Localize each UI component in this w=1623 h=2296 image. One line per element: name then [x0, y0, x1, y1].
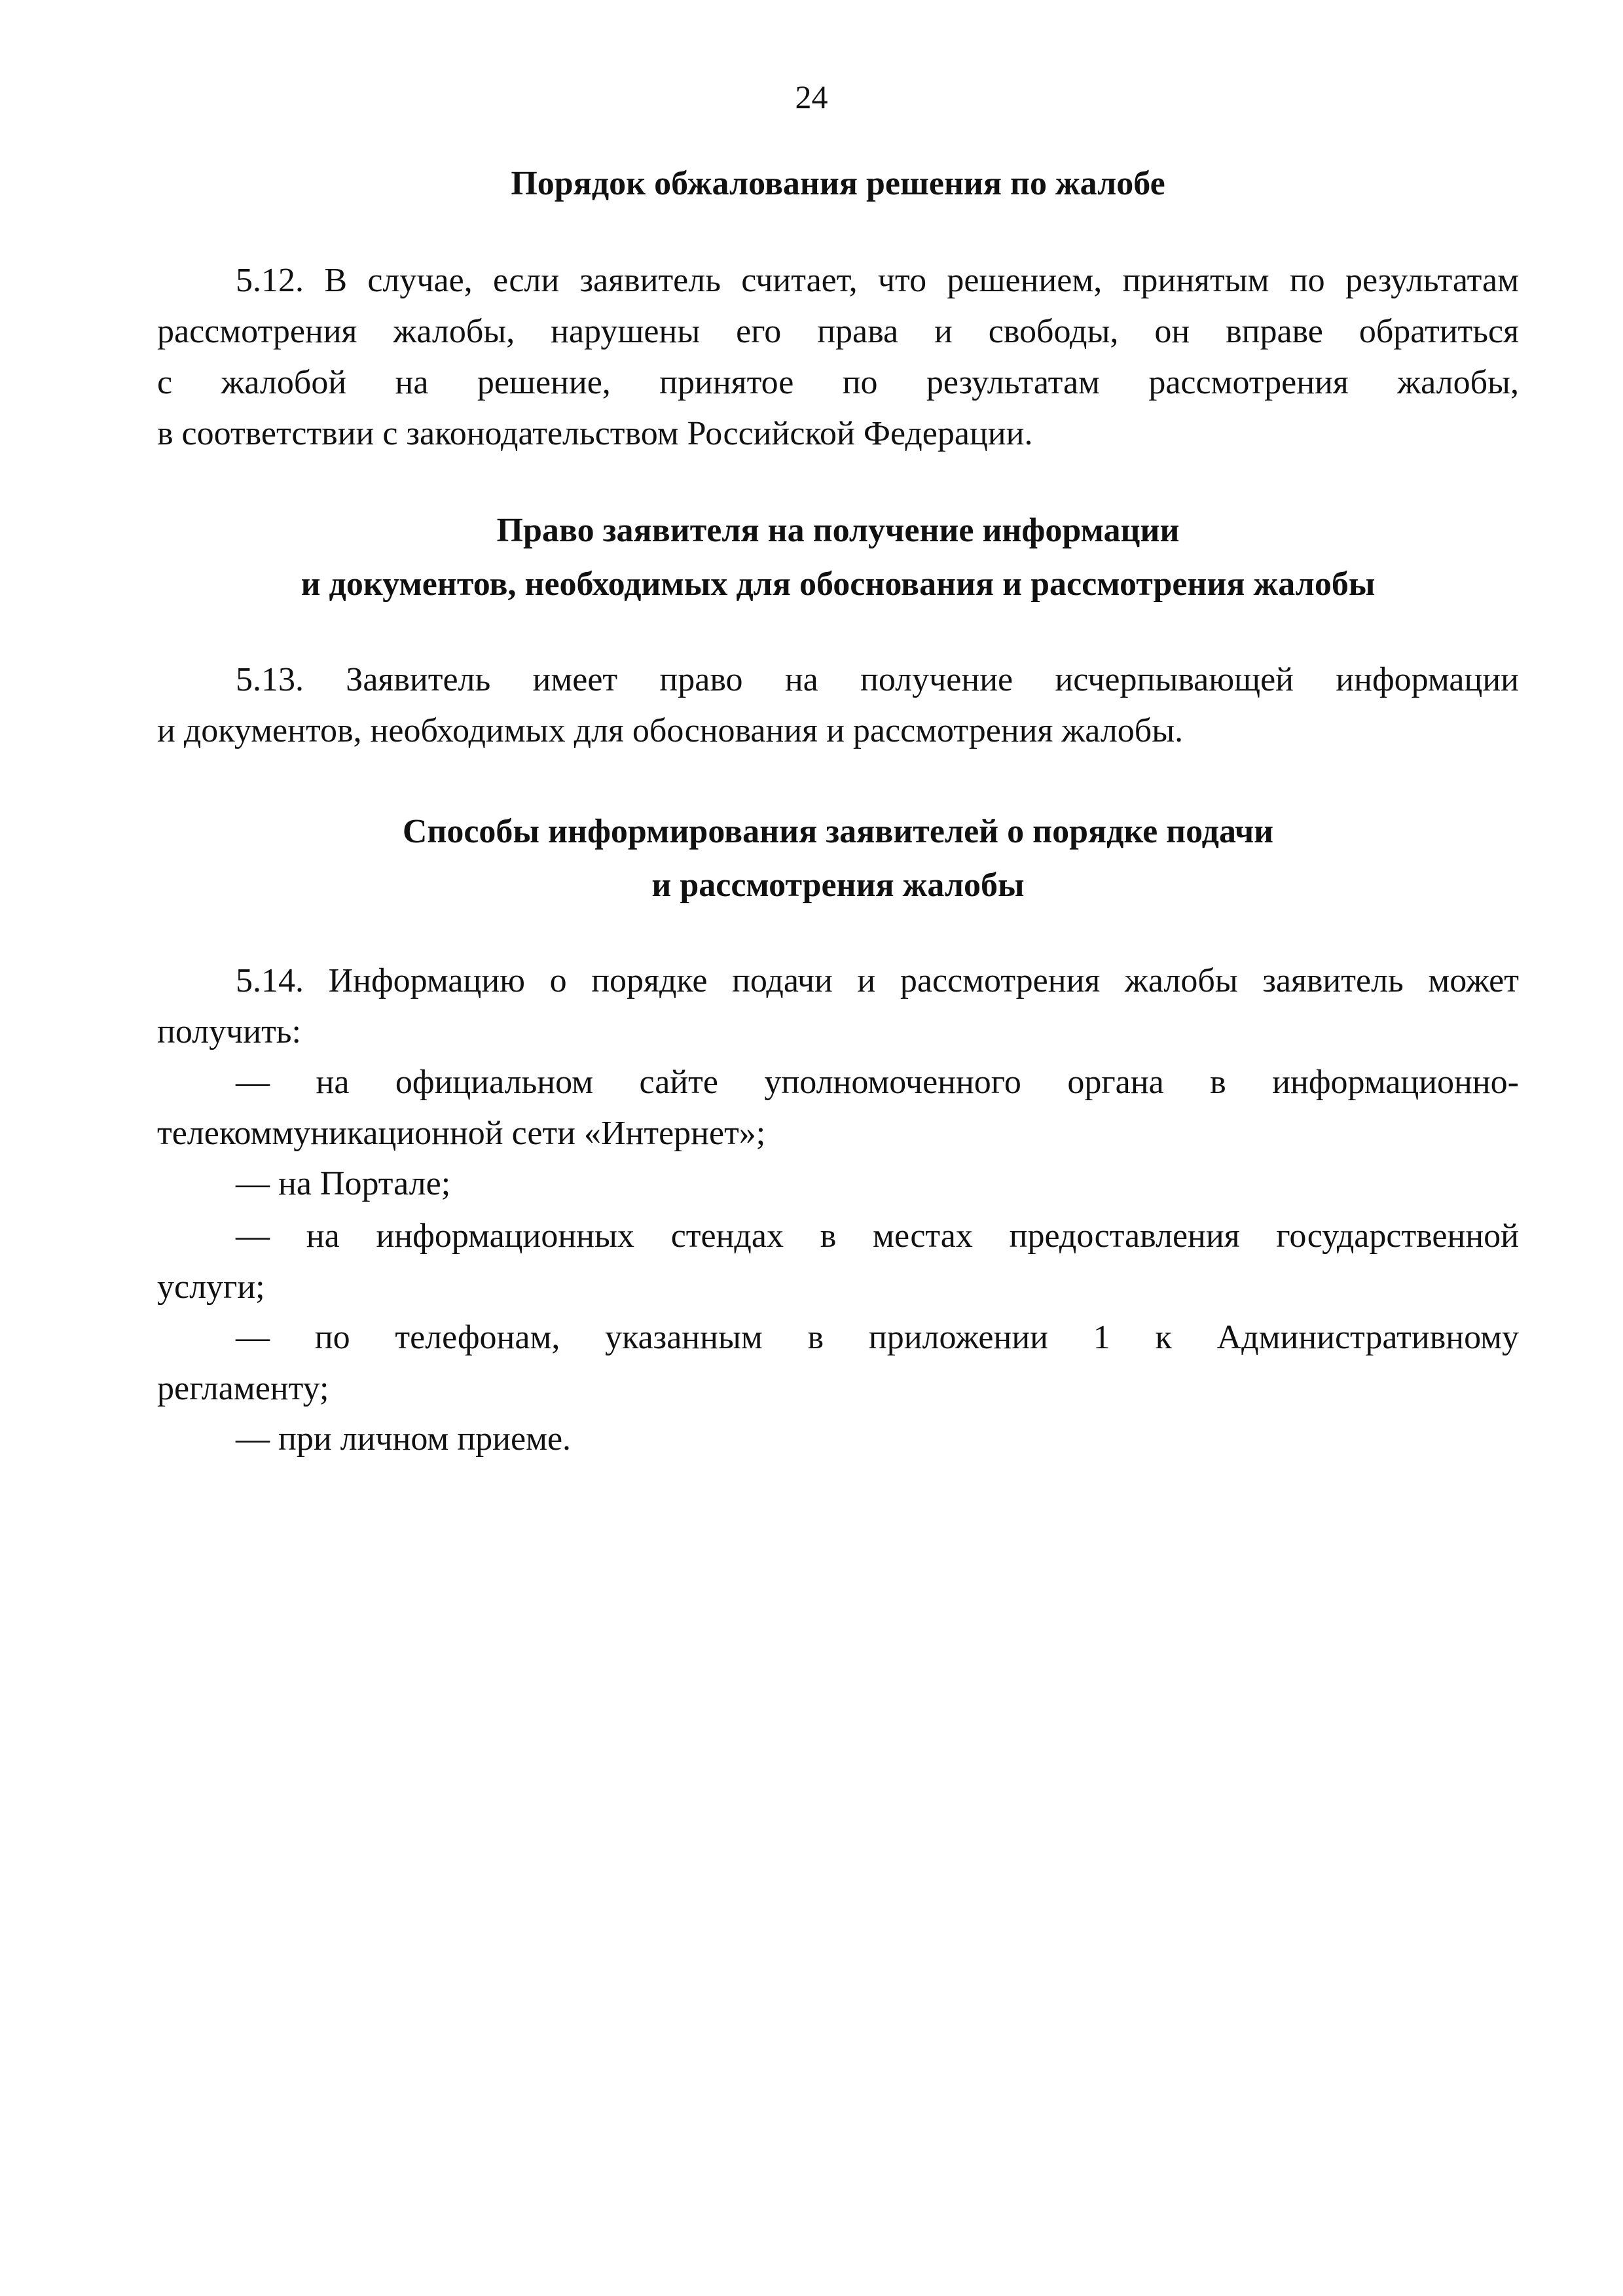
- list-item-line: телекоммуникационной сети «Интернет»;: [157, 1115, 766, 1152]
- paragraph-line: 5.12. В случае, если заявитель считает, что решением, принятым по результатам: [236, 262, 1519, 299]
- list-item-line: — при личном приеме.: [236, 1420, 572, 1458]
- heading-line: Право заявителя на получение информации: [496, 512, 1180, 549]
- list-item: [157, 1158, 1519, 1210]
- heading-line: Способы информирования заявителей о порядке подачи: [402, 813, 1274, 850]
- section-heading-appeal-procedure: Порядок обжалования решения по жалобе: [511, 165, 1165, 202]
- list-item: [157, 1211, 1519, 1313]
- list-item: [157, 1312, 1519, 1414]
- list-item-line: — на Портале;: [236, 1165, 451, 1202]
- paragraph-5-13: [157, 655, 1519, 757]
- paragraph-line: 5.13. Заявитель имеет право на получение исчерпывающей информации: [236, 661, 1519, 698]
- heading-line: и рассмотрения жалобы: [651, 867, 1025, 904]
- paragraph-line: 5.14. Информацию о порядке подачи и рассмотрения жалобы заявитель может: [236, 962, 1519, 999]
- list-item: [157, 1057, 1519, 1159]
- paragraph-line: получить:: [157, 1013, 301, 1050]
- paragraph-5-14: [157, 956, 1519, 1058]
- heading-line: и документов, необходимых для обоснования и рассмотрения жалобы: [301, 565, 1376, 603]
- paragraph-line: и документов, необходимых для обоснования и рассмотрения жалобы.: [157, 712, 1184, 749]
- list-item-line: — по телефонам, указанным в приложении 1 к Административному: [236, 1319, 1519, 1356]
- list-item-line: услуги;: [157, 1268, 265, 1306]
- paragraph-line: с жалобой на решение, принятое по результатам рассмотрения жалобы,: [157, 364, 1519, 401]
- list-item-line: — на официальном сайте уполномоченного органа в информационно-: [236, 1064, 1519, 1101]
- page-number: 24: [795, 79, 828, 115]
- list-item-line: регламенту;: [157, 1370, 329, 1407]
- list-item-line: — на информационных стендах в местах предоставления государственной: [236, 1217, 1519, 1255]
- list-item: [157, 1414, 1519, 1465]
- section-heading-informing-methods: [157, 805, 1519, 912]
- section-heading-right-to-information: [157, 504, 1519, 611]
- paragraph-line: рассмотрения жалобы, нарушены его права и свободы, он вправе обратиться: [157, 313, 1519, 350]
- paragraph-line: в соответствии с законодательством Российской Федерации.: [157, 415, 1033, 452]
- paragraph-5-12: [157, 255, 1519, 459]
